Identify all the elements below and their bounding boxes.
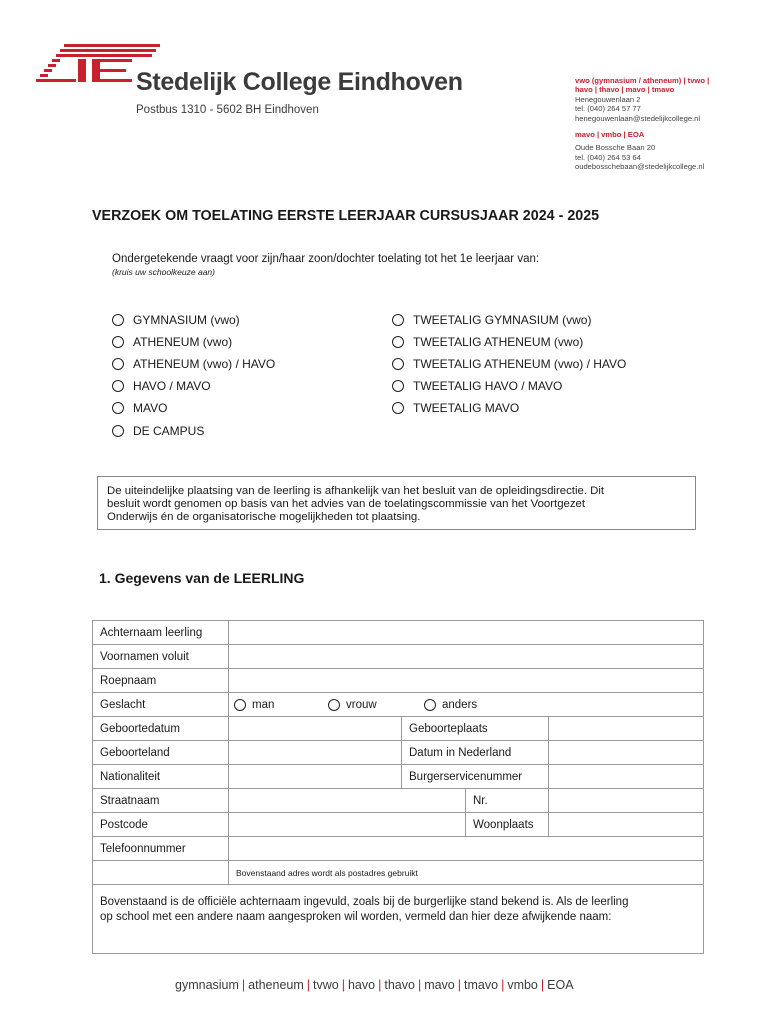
option-tweetalig-mavo[interactable]: TWEETALIG MAVO (392, 401, 519, 415)
radio-circle-icon[interactable] (112, 402, 124, 414)
location-1-heading-2: havo | thavo | mavo | tmavo (575, 85, 675, 95)
postbus-address: Postbus 1310 - 5602 BH Eindhoven (136, 104, 319, 116)
input-roepnaam[interactable] (228, 668, 704, 693)
option-de-campus[interactable]: DE CAMPUS (112, 424, 204, 438)
radio-circle-icon[interactable] (392, 380, 404, 392)
radio-circle-icon[interactable] (112, 336, 124, 348)
label-telefoonnummer: Telefoonnummer (92, 836, 229, 861)
label-voornamen: Voornamen voluit (92, 644, 229, 669)
placement-notice: De uiteindelijke plaatsing van de leerling is afhankelijk van het besluit van de opleidingsdirectie. Dit besluit wordt genomen op basis van het advies van de toelatingscommissie van het Voortgezet Onderwijs én de organisatorische mogelijkheden tot plaatsing. (97, 476, 696, 530)
option-tweetalig-havo-mavo[interactable]: TWEETALIG HAVO / MAVO (392, 379, 562, 393)
option-mavo[interactable]: MAVO (112, 401, 167, 415)
option-gymnasium[interactable]: GYMNASIUM (vwo) (112, 313, 240, 327)
input-geboorteplaats[interactable] (548, 716, 704, 741)
input-woonplaats[interactable] (548, 812, 704, 837)
intro-note: (kruis uw schoolkeuze aan) (112, 267, 215, 277)
official-name-text-1: Bovenstaand is de officiële achternaam ingevuld, zoals bij de burgerlijke stand bekend is. Als de leerling (100, 896, 629, 908)
location-2-email: oudebosschebaan@stedelijkcollege.nl (575, 162, 705, 172)
option-vrouw[interactable]: vrouw (328, 699, 424, 711)
option-anders[interactable]: anders (424, 699, 477, 711)
location-2-address: Oude Bossche Baan 20 (575, 143, 656, 153)
input-nationaliteit[interactable] (228, 764, 402, 789)
option-tweetalig-gymnasium[interactable]: TWEETALIG GYMNASIUM (vwo) (392, 313, 591, 327)
radio-circle-icon[interactable] (392, 358, 404, 370)
location-2-phone: tel. (040) 264 53 64 (575, 152, 641, 162)
input-straatnaam[interactable] (228, 788, 466, 813)
input-nr[interactable] (548, 788, 704, 813)
label-nationaliteit: Nationaliteit (92, 764, 229, 789)
input-achternaam[interactable] (228, 620, 704, 645)
official-name-field[interactable] (92, 884, 704, 954)
location-1-address: Henegouwenlaan 2 (575, 94, 641, 104)
contact-block (575, 76, 709, 172)
label-nr: Nr. (465, 788, 549, 813)
label-roepnaam: Roepnaam (92, 668, 229, 693)
option-havo-mavo[interactable]: HAVO / MAVO (112, 379, 211, 393)
option-tweetalig-atheneum-havo[interactable]: TWEETALIG ATHENEUM (vwo) / HAVO (392, 357, 626, 371)
option-man[interactable]: man (234, 699, 328, 711)
footer-school-types: gymnasium | atheneum | tvwo | havo | thavo | mavo | tmavo | vmbo | EOA (175, 978, 574, 992)
radio-circle-icon[interactable] (392, 314, 404, 326)
label-datum-nederland: Datum in Nederland (401, 740, 549, 765)
location-1-heading-1: vwo (gymnasium / atheneum) | tvwo | (575, 76, 710, 85)
radio-circle-icon[interactable] (328, 699, 340, 711)
label-geslacht: Geslacht (92, 692, 229, 717)
intro-text: Ondergetekende vraagt voor zijn/haar zoon/dochter toelating tot het 1e leerjaar van: (112, 253, 540, 265)
empty-cell (92, 860, 229, 885)
radio-circle-icon[interactable] (424, 699, 436, 711)
radio-circle-icon[interactable] (392, 402, 404, 414)
document-title: VERZOEK OM TOELATING EERSTE LEERJAAR CURSUSJAAR 2024 - 2025 (92, 208, 600, 224)
radio-circle-icon[interactable] (112, 358, 124, 370)
input-datum-nederland[interactable] (548, 740, 704, 765)
input-telefoonnummer[interactable] (228, 836, 704, 861)
label-postcode: Postcode (92, 812, 229, 837)
geslacht-options (228, 692, 704, 717)
label-straatnaam: Straatnaam (92, 788, 229, 813)
official-name-text-2: op school met een andere naam aangesproken wil worden, vermeld dan hier deze afwijkende naam: (100, 911, 612, 923)
input-geboorteland[interactable] (228, 740, 402, 765)
location-1-phone: tel. (040) 264 57 77 (575, 104, 641, 114)
label-geboorteplaats: Geboorteplaats (401, 716, 549, 741)
label-geboortedatum: Geboortedatum (92, 716, 229, 741)
school-name: Stedelijk College Eindhoven (136, 68, 463, 96)
label-geboorteland: Geboorteland (92, 740, 229, 765)
input-burgerservicenummer[interactable] (548, 764, 704, 789)
radio-circle-icon[interactable] (112, 380, 124, 392)
label-achternaam: Achternaam leerling (92, 620, 229, 645)
label-burgerservicenummer: Burgerservicenummer (401, 764, 549, 789)
input-voornamen[interactable] (228, 644, 704, 669)
location-1-email: henegouwenlaan@stedelijkcollege.nl (575, 113, 701, 123)
location-2-heading: mavo | vmbo | EOA (575, 130, 645, 140)
radio-circle-icon[interactable] (112, 314, 124, 326)
input-postcode[interactable] (228, 812, 466, 837)
label-woonplaats: Woonplaats (465, 812, 549, 837)
student-form (92, 620, 704, 954)
postadres-note: Bovenstaand adres wordt als postadres gebruikt (228, 860, 704, 885)
radio-circle-icon[interactable] (392, 336, 404, 348)
section-1-title: 1. Gegevens van de LEERLING (99, 570, 305, 586)
option-tweetalig-atheneum[interactable]: TWEETALIG ATHENEUM (vwo) (392, 335, 583, 349)
option-atheneum-havo[interactable]: ATHENEUM (vwo) / HAVO (112, 357, 275, 371)
input-geboortedatum[interactable] (228, 716, 402, 741)
radio-circle-icon[interactable] (112, 425, 124, 437)
option-atheneum[interactable]: ATHENEUM (vwo) (112, 335, 232, 349)
radio-circle-icon[interactable] (234, 699, 246, 711)
